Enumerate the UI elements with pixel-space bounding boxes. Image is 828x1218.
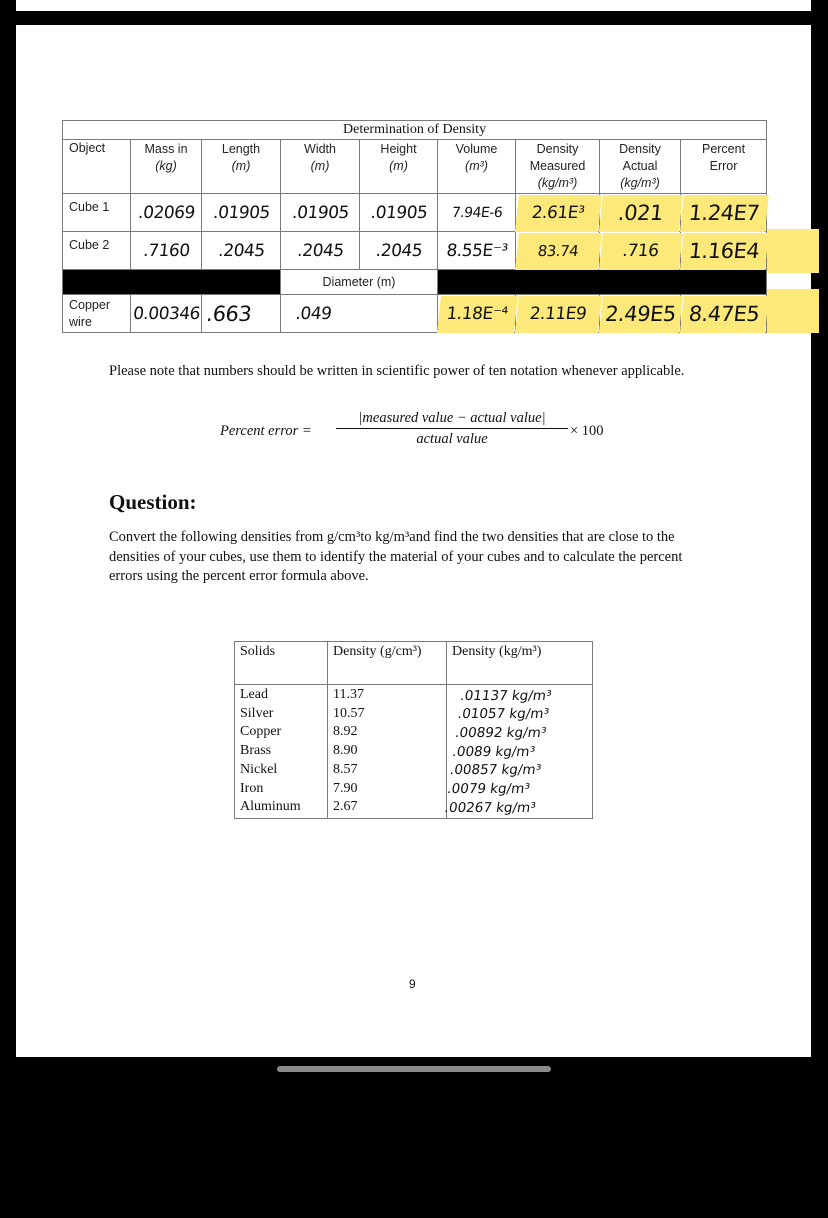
- density-kgm3: .01057 kg/m³: [456, 705, 550, 722]
- cube-1-percent-error: 1.24E7: [679, 194, 769, 232]
- solid-name: Copper: [240, 724, 282, 740]
- blacked-out-cell: [438, 270, 767, 295]
- copper-wire-volume: 1.18E⁻⁴: [436, 295, 518, 333]
- solid-name: Brass: [240, 743, 272, 759]
- cube-1-mass: .02069: [129, 194, 204, 232]
- cube-2-density-measured: 83.74: [514, 232, 602, 270]
- page-number: 9: [409, 977, 416, 991]
- question-text: Convert the following densities from g/cm³to kg/m³and find the two densities that are close to the densities of your cubes, use them to identify the material of your cubes and to calculate the percent errors using the percent error formula above.: [109, 529, 683, 584]
- density-gcm3: 11.37: [333, 687, 364, 702]
- question-heading: Question:: [109, 490, 197, 514]
- header-object: Object: [63, 140, 131, 194]
- solid-name: Aluminum: [240, 799, 301, 815]
- header-density-gcm3: Density (g/cm³): [328, 642, 447, 685]
- cube-2-mass: .7160: [129, 232, 204, 270]
- density-gcm3: 8.90: [333, 743, 358, 759]
- formula-multiplier: × 100: [570, 423, 604, 439]
- cube-2-length: .2045: [200, 232, 283, 270]
- header-density-kgm3: Density (kg/m³): [447, 642, 593, 685]
- cube-2-volume: 8.55E⁻³: [436, 232, 518, 270]
- cube-2-label: Cube 2: [63, 232, 131, 270]
- cube-1-density-measured: 2.61E³: [514, 194, 602, 232]
- cube-1-width: .01905: [279, 194, 362, 232]
- formula-denominator: actual value: [416, 431, 488, 447]
- copper-wire-density-measured: 2.11E9: [514, 295, 602, 333]
- solid-name: Silver: [240, 705, 274, 721]
- formula-label: Percent error =: [220, 423, 312, 439]
- cube-1-height: .01905: [358, 194, 440, 232]
- solid-densities-gcm3: [328, 685, 447, 819]
- formula-numerator: |measured value − actual value|: [336, 410, 568, 429]
- header-percent-error: Percent Error: [681, 140, 767, 194]
- previous-page-edge: [16, 0, 811, 11]
- cube-2-density-actual: .716: [598, 232, 683, 270]
- home-indicator[interactable]: [277, 1066, 551, 1072]
- cube-1-volume: 7.94E-6: [436, 194, 518, 232]
- solids-table-body: [235, 685, 593, 819]
- copper-wire-percent-error: 8.47E5: [679, 295, 769, 333]
- table-row-copper-wire: [63, 295, 767, 333]
- density-table: [62, 120, 767, 333]
- highlight-margin-stripe: [767, 289, 819, 333]
- cube-1-density-actual: .021: [598, 194, 683, 232]
- header-density-actual: Density Actual (kg/m³): [600, 140, 681, 194]
- formula-fraction: [336, 410, 568, 448]
- density-gcm3: 2.67: [333, 799, 358, 815]
- header-length: Length (m): [202, 140, 281, 194]
- density-table-title: Determination of Density: [63, 121, 767, 140]
- header-solids: Solids: [235, 642, 328, 685]
- solid-names: [235, 685, 328, 819]
- header-height: Height (m): [360, 140, 438, 194]
- header-density-measured: Density Measured (kg/m³): [516, 140, 600, 194]
- cube-1-length: .01905: [200, 194, 283, 232]
- solid-name: Nickel: [240, 761, 278, 777]
- copper-wire-length: .663: [200, 295, 283, 333]
- cube-2-percent-error: 1.16E4: [679, 232, 769, 270]
- density-kgm3: .00857 kg/m³: [448, 761, 542, 778]
- density-kgm3: .0089 kg/m³: [450, 743, 536, 760]
- density-kgm3: .01137 kg/m³: [458, 687, 553, 703]
- cube-2-width: .2045: [279, 232, 362, 270]
- diameter-header-row: [63, 270, 767, 295]
- header-mass: Mass in (kg): [131, 140, 202, 194]
- table-row-cube-2: [63, 232, 767, 270]
- solids-table-header: [235, 642, 593, 685]
- copper-wire-label: Copper wire: [63, 295, 131, 333]
- diameter-label: Diameter (m): [281, 270, 438, 295]
- density-gcm3: 10.57: [333, 705, 365, 721]
- density-gcm3: 8.92: [333, 724, 358, 740]
- copper-wire-diameter: .049: [279, 295, 440, 333]
- density-kgm3: .00892 kg/m³: [453, 724, 547, 741]
- solids-density-table: [234, 641, 593, 819]
- density-gcm3: 8.57: [333, 761, 358, 777]
- scientific-notation-note: Please note that numbers should be written in scientific power of ten notation whenever applicable.: [109, 363, 685, 379]
- header-width: Width (m): [281, 140, 360, 194]
- solid-name: Lead: [240, 687, 268, 702]
- copper-wire-density-actual: 2.49E5: [598, 295, 683, 333]
- copper-wire-mass: 0.00346: [129, 295, 204, 333]
- solid-name: Iron: [240, 780, 264, 796]
- highlight-margin-stripe: [767, 229, 819, 273]
- cube-1-label: Cube 1: [63, 194, 131, 232]
- solid-densities-kgm3: [437, 685, 602, 819]
- density-gcm3: 7.90: [333, 780, 358, 796]
- header-volume: Volume (m³): [438, 140, 516, 194]
- cube-2-height: .2045: [358, 232, 440, 270]
- table-row-cube-1: [63, 194, 767, 232]
- density-kgm3: .00267 kg/m³: [443, 799, 537, 816]
- blacked-out-cell: [63, 270, 281, 295]
- density-kgm3: .0079 kg/m³: [445, 780, 531, 797]
